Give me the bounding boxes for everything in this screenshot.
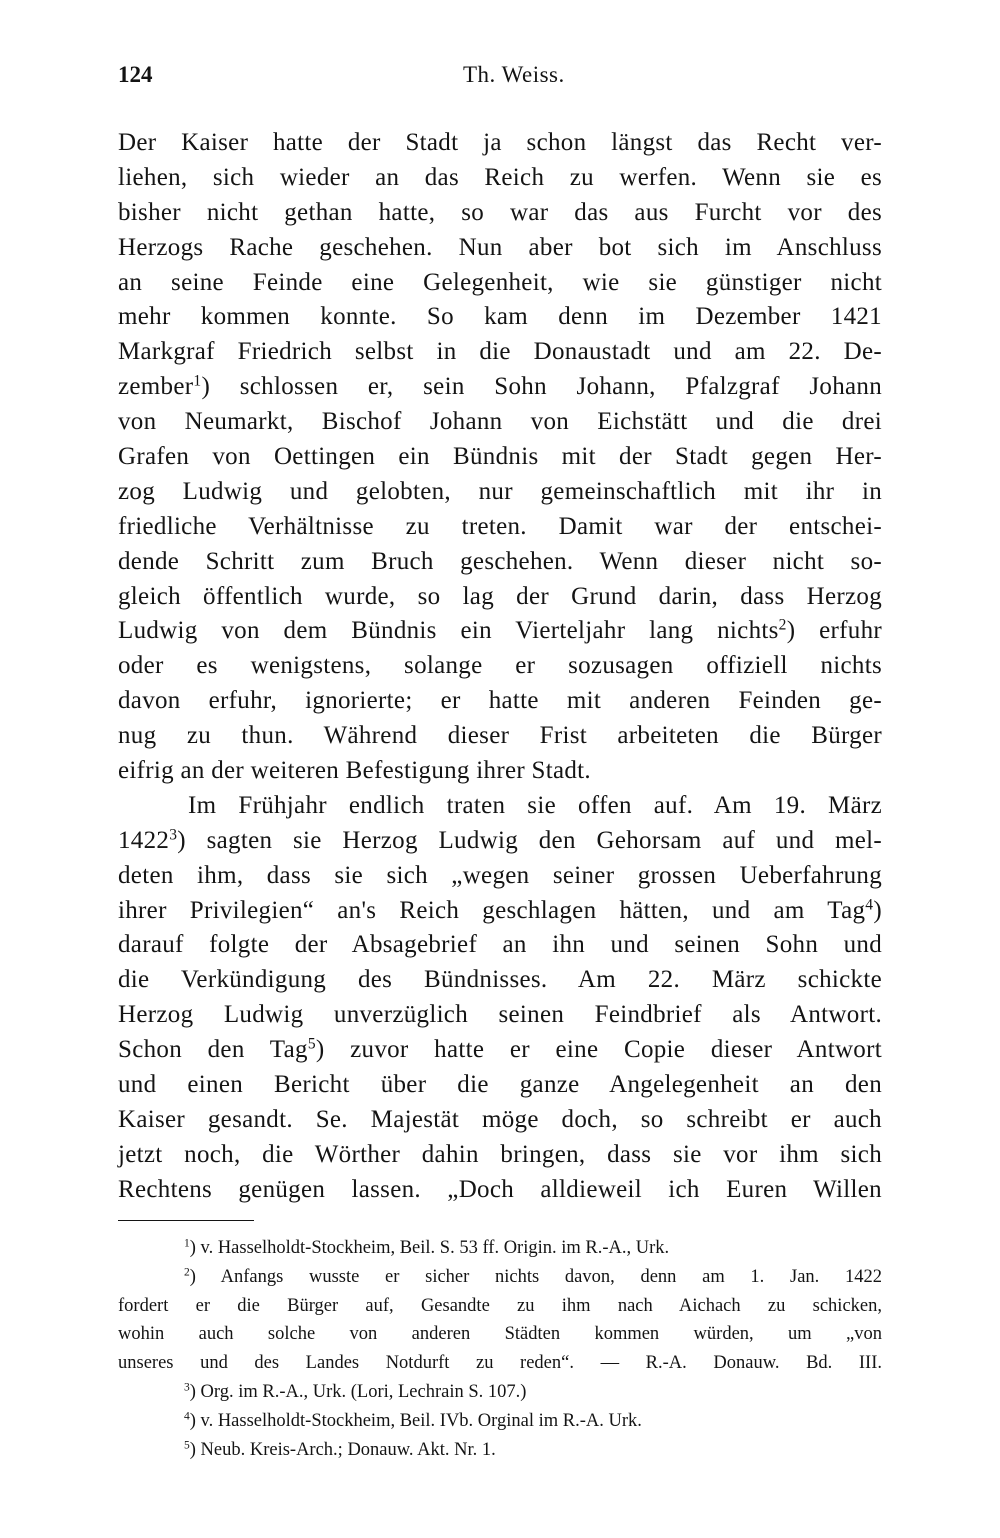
text-line: davon erfuhr, ignorierte; er hatte mit anderen Feinden ge- (118, 687, 882, 715)
footnote-ref: 1 (193, 372, 202, 390)
text-line: die Verkündigung des Bündnisses. Am 22. März schickte (118, 966, 882, 994)
text-line: gleich öffentlich wurde, so lag der Grund darin, dass Herzog (118, 582, 882, 610)
text-line: deten ihm, dass sie sich „wegen seiner grossen Ueberfahrung (118, 861, 882, 889)
text-line: friedliche Verhältnisse zu treten. Damit war der entschei- (118, 512, 882, 540)
text-line: bisher nicht gethan hatte, so war das aus Furcht vor des (118, 198, 882, 226)
text-line: Rechtens genügen lassen. „Doch alldieweil ich Euren Willen (118, 1175, 882, 1203)
footnote-line: $^2$) Anfangs wusste er sicher nichts davon, denn am 1. Jan. 1422 (184, 1266, 882, 1287)
text-line: an seine Feinde eine Gelegenheit, wie sie günstiger nicht (118, 268, 882, 296)
text-line: Der Kaiser hatte der Stadt ja schon längst das Recht ver- (118, 129, 882, 156)
text-line: Ludwig von dem Bündnis ein Vierteljahr lang nichts$^2$) erfuhr (118, 616, 882, 645)
footnote-number: 3 (184, 1381, 190, 1394)
text-line: Herzogs Rache geschehen. Nun aber bot sich im Anschluss (118, 233, 882, 261)
text-line: 1422$^3$) sagten sie Herzog Ludwig den Gehorsam auf und mel- (118, 826, 882, 854)
text-line: liehen, sich wieder an das Reich zu werfen. Wenn sie es (118, 163, 882, 191)
page-header (118, 62, 882, 98)
text-line: Im Frühjahr endlich traten sie offen auf. Am 19. März (188, 791, 882, 819)
text-line: eifrig an der weiteren Befestigung ihrer Stadt. (118, 757, 591, 785)
text-line: von Neumarkt, Bischof Johann von Eichstätt und die drei (118, 408, 882, 436)
text-line: mehr kommen konnte. So kam denn im Dezember 1421 (118, 303, 882, 331)
footnote-ref: 3 (169, 826, 178, 844)
footnote-line: wohin auch solche von anderen Städten kommen würden, um „von (118, 1324, 882, 1345)
footnote-number: 1 (184, 1237, 190, 1250)
text-line: jetzt noch, die Wörther dahin bringen, dass sie vor ihm sich (118, 1140, 882, 1168)
footnote-line: $^4$) v. Hasselholdt-Stockheim, Beil. IVb. Orginal im R.-A. Urk. (184, 1410, 642, 1431)
text-line: dende Schritt zum Bruch geschehen. Wenn dieser nicht so- (118, 547, 882, 575)
footnote-ref: 5 (307, 1035, 316, 1053)
footnote-line: unseres und des Landes Notdurft zu reden“. — R.-A. Donauw. Bd. III. (118, 1353, 882, 1374)
footnote-line: $^3$) Org. im R.-A., Urk. (Lori, Lechrain S. 107.) (184, 1381, 527, 1402)
footnote-number: 2 (184, 1266, 190, 1279)
footnote-ref: 4 (865, 896, 874, 914)
running-head: Th. Weiss. (463, 62, 565, 87)
page-number: 124 (118, 62, 153, 87)
footnote-number: 5 (184, 1439, 190, 1452)
text-line: darauf folgte der Absagebrief an ihn und seinen Sohn und (118, 931, 882, 959)
text-line: ihrer Privilegien“ an's Reich geschlagen hätten, und am Tag$^4$) (118, 896, 882, 924)
text-line: nug zu thun. Während dieser Frist arbeiteten die Bürger (118, 722, 882, 750)
text-line: Markgraf Friedrich selbst in die Donaustadt und am 22. De- (118, 338, 882, 366)
text-line: und einen Bericht über die ganze Angelegenheit an den (118, 1071, 882, 1099)
footnotes (118, 1234, 882, 1464)
text-line: zog Ludwig und gelobten, nur gemeinschaftlich mit ihr in (118, 477, 882, 505)
footnote-line: fordert er die Bürger auf, Gesandte zu ihm nach Aichach zu schicken, (118, 1295, 882, 1316)
text-line: zember$^1$) schlossen er, sein Sohn Johann, Pfalzgraf Johann (118, 372, 882, 401)
text-line: Grafen von Oettingen ein Bündnis mit der Stadt gegen Her- (118, 443, 882, 471)
text-line: oder es wenigstens, solange er sozusagen offiziell nichts (118, 652, 882, 680)
text-line: Herzog Ludwig unverzüglich seinen Feindbrief als Antwort. (118, 1001, 882, 1029)
footnote-line: $^5$) Neub. Kreis-Arch.; Donauw. Akt. Nr. 1. (184, 1439, 496, 1460)
footnote-divider (118, 1220, 254, 1221)
text-line: Schon den Tag$^5$) zuvor hatte er eine Copie dieser Antwort (118, 1035, 882, 1064)
footnote-line: $^1$) v. Hasselholdt-Stockheim, Beil. S. 53 ff. Origin. im R.-A., Urk. (184, 1237, 670, 1258)
text-line: Kaiser gesandt. Se. Majestät möge doch, so schreibt er auch (118, 1105, 882, 1133)
footnote-ref: 2 (778, 616, 787, 634)
body-text (118, 126, 882, 1208)
footnote-number: 4 (184, 1410, 190, 1423)
